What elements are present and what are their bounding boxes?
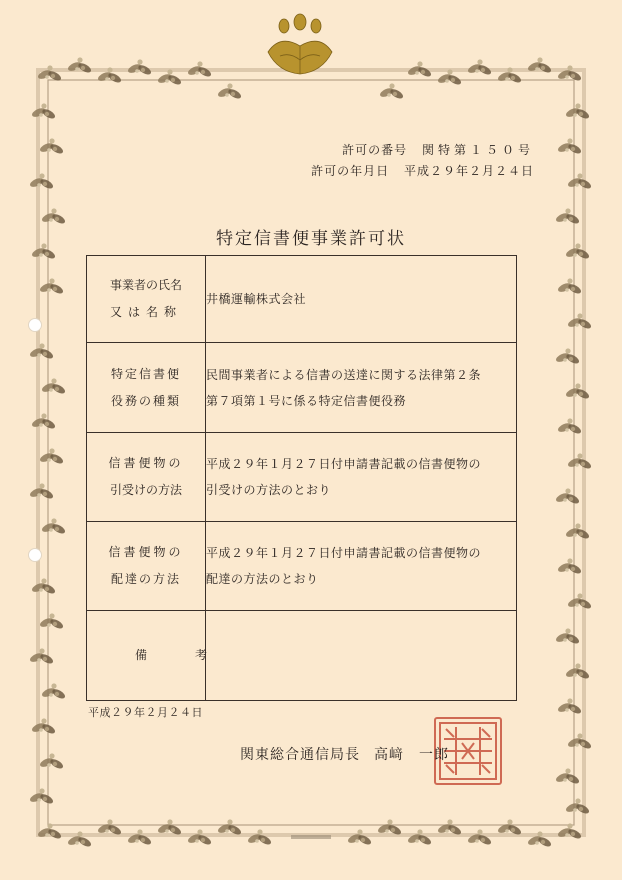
value-line: 平成２９年１月２７日付申請書記載の信書便物の bbox=[206, 457, 482, 471]
value-line: 引受けの方法のとおり bbox=[206, 483, 332, 497]
label-line: 事業者の氏名 bbox=[109, 278, 182, 292]
permit-number bbox=[342, 141, 534, 158]
punch-hole bbox=[28, 318, 42, 332]
row-value bbox=[206, 256, 517, 343]
value-line: 平成２９年１月２７日付申請書記載の信書便物の bbox=[206, 546, 482, 560]
document-title: 特定信書便事業許可状 bbox=[216, 229, 406, 249]
table-row bbox=[87, 433, 517, 522]
value-line: 井橋運輸株式会社 bbox=[206, 292, 307, 306]
value-line: 民間事業者による信書の送達に関する法律第２条 bbox=[206, 367, 482, 382]
row-label bbox=[87, 256, 206, 343]
permit-date-value: 平成２９年２月２４日 bbox=[403, 164, 534, 178]
row-label bbox=[87, 343, 206, 433]
label-line: 特定信書便 bbox=[110, 366, 181, 381]
label-line: 配達の方法 bbox=[110, 572, 181, 586]
signatory-name: 高﨑 一郎 bbox=[374, 747, 449, 763]
paulownia-crest-icon bbox=[260, 12, 340, 82]
issue-date: 平成２９年２月２４日 bbox=[88, 706, 203, 719]
value-line: 第７項第１号に係る特定信書便役務 bbox=[206, 393, 407, 408]
issuing-office: 関東総合通信局長 bbox=[240, 747, 360, 763]
label-line: 引受けの方法 bbox=[109, 483, 182, 497]
footer-print-mark bbox=[291, 835, 331, 839]
table-row bbox=[87, 611, 517, 701]
table-row bbox=[87, 343, 517, 433]
value-line: 配達の方法のとおり bbox=[206, 572, 319, 586]
permit-details-table bbox=[86, 255, 517, 701]
row-label bbox=[87, 522, 206, 611]
permit-number-label: 許可の番号 bbox=[342, 143, 408, 157]
punch-hole bbox=[28, 548, 42, 562]
label-line: 又は名称 bbox=[109, 305, 182, 319]
table-row bbox=[87, 256, 517, 343]
row-label bbox=[87, 433, 206, 522]
row-value bbox=[206, 343, 517, 433]
permit-date bbox=[311, 162, 534, 179]
label-line: 信書便物の bbox=[108, 545, 184, 559]
signature-block bbox=[240, 744, 449, 764]
label-line: 備考 bbox=[135, 648, 256, 662]
label-line: 役務の種類 bbox=[110, 393, 181, 408]
permit-date-label: 許可の年月日 bbox=[311, 164, 390, 178]
table-row bbox=[87, 522, 517, 611]
row-value bbox=[206, 522, 517, 611]
permit-number-value: 関特第１５０号 bbox=[421, 143, 534, 157]
row-value bbox=[206, 433, 517, 522]
label-line: 信書便物の bbox=[108, 456, 184, 470]
row-label bbox=[87, 611, 256, 701]
